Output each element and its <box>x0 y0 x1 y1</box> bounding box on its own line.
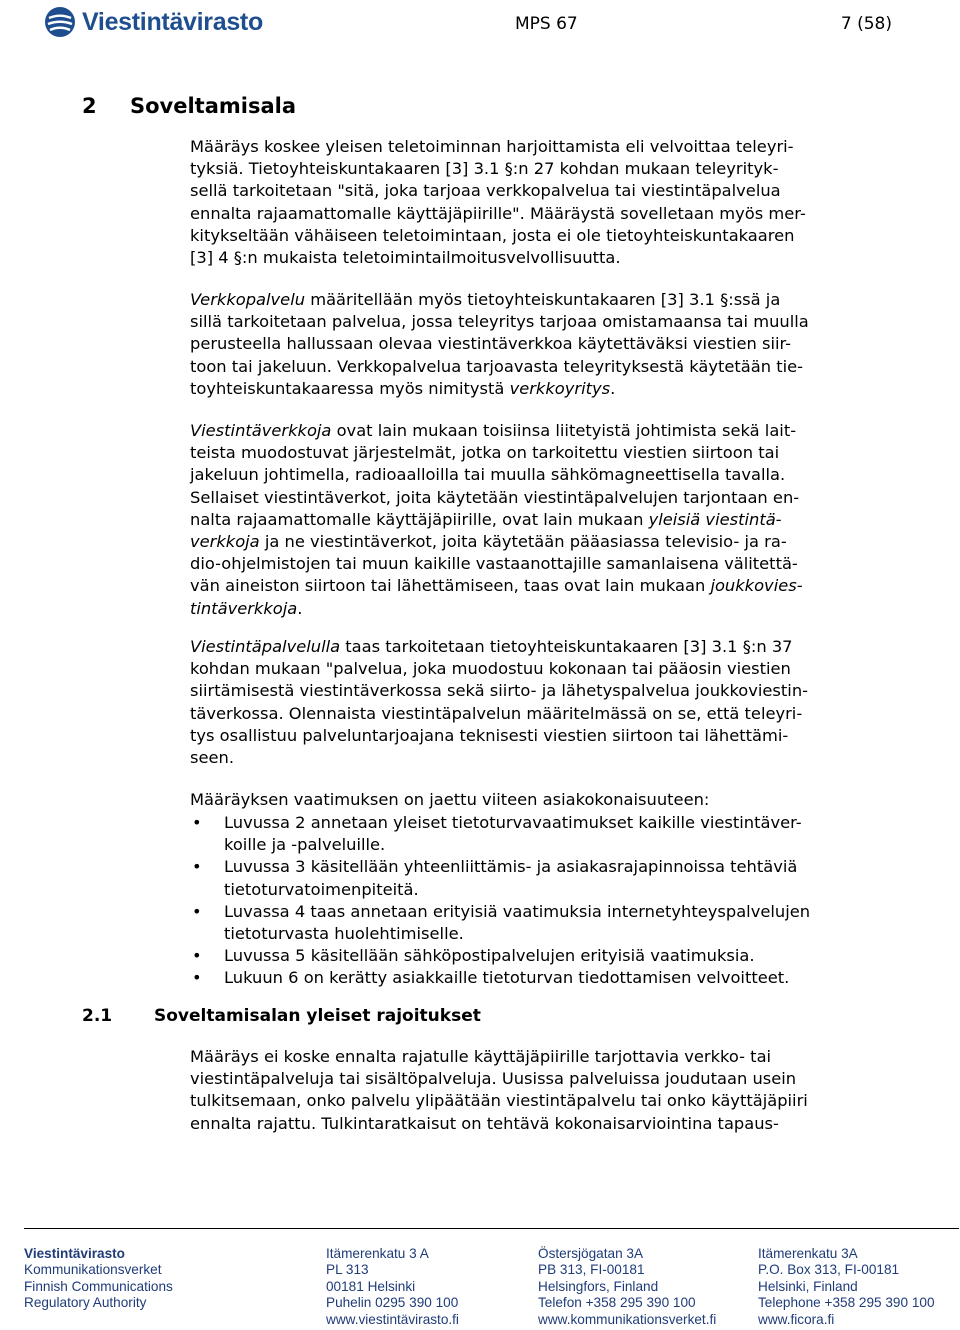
text-line: sellä tarkoitetaan "sitä, joka tarjoaa verkkopalvelua tai viestintäpalvelua <box>190 181 781 201</box>
footer-column-english <box>758 1246 935 1328</box>
text-line <box>190 531 890 553</box>
bullet-icon: • <box>192 813 202 832</box>
text-line: koille ja -palveluille. <box>224 835 386 855</box>
footer-line: Regulatory Authority <box>24 1295 147 1311</box>
text-line: kitykseltään vähäiseen teletoimintaan, josta ei ole tietoyhteiskuntakaaren <box>190 225 795 245</box>
text-line: ennalta rajaamattomalle käyttäjäpiirille". Määräystä sovelletaan myös mer- <box>190 203 806 223</box>
text-line: täverkossa. Olennaista viestintäpalvelun määritelmässä on se, että teleyri- <box>190 703 803 723</box>
text-line: kohdan mukaan "palvelua, joka muodostuu kokonaan tai pääosin viestien <box>190 659 791 679</box>
paragraph-5 <box>190 789 890 811</box>
section-number: 2 <box>82 94 97 118</box>
text-run: nalta rajaamattomalle käyttäjäpiirille, ovat lain mukaan <box>190 509 649 529</box>
text-run: ovat lain mukaan toisiinsa liitetyistä johtimista sekä lait- <box>331 421 797 440</box>
footer-link[interactable]: www.kommunikationsverket.fi <box>538 1311 717 1327</box>
footer-column-swedish <box>538 1246 716 1328</box>
footer-line: P.O. Box 313, FI-00181 <box>758 1262 900 1278</box>
page-number: 7 (58) <box>840 14 892 34</box>
term-emphasis: Viestintäpalvelulla <box>190 637 341 656</box>
text-run: ja ne viestintäverkot, joita käytetään pääasiassa televisio- ja ra- <box>259 532 787 552</box>
text-line: tys osallistuu palveluntarjoajana teknisesti viestien siirtoon tai lähettämi- <box>190 725 789 745</box>
paragraph-3 <box>190 420 890 620</box>
text-line: sillä tarkoitetaan palvelua, jossa teleyritys tarjoaa omistamaansa tai muulla <box>190 312 809 332</box>
footer-line: Östersjögatan 3A <box>538 1246 644 1261</box>
text-line: siirtämisestä viestintäverkossa sekä siirto- ja lähetyspalvelua joukkoviestin- <box>190 681 809 701</box>
text-run: vän aineiston siirtoon tai lähettämiseen, taas ovat lain mukaan <box>190 576 711 596</box>
term-emphasis: tintäverkkoja <box>190 598 298 618</box>
text-line: Määräys koskee yleisen teletoiminnan harjoittamista eli velvoittaa teleyri- <box>190 137 794 156</box>
footer-line: Itämerenkatu 3 A <box>326 1246 429 1261</box>
logo-text: Viestintävirasto <box>82 7 263 36</box>
section-title: Soveltamisala <box>130 94 297 118</box>
paragraph-2 <box>190 289 890 400</box>
text-line: Luvassa 4 taas annetaan erityisiä vaatimuksia internetyhteyspalvelujen <box>224 901 811 921</box>
text-line <box>190 575 890 597</box>
text-line: viestintäpalveluja tai sisältöpalveluja. Uusissa palveluissa joudutaan usein <box>190 1069 797 1089</box>
term-emphasis: verkkoja <box>190 532 260 552</box>
footer-line: Finnish Communications <box>24 1278 173 1294</box>
page-header <box>0 0 960 50</box>
paragraph-4 <box>190 636 890 769</box>
text-line: ennalta rajattu. Tulkintaratkaisut on tehtävä kokonaisarviointina tapaus- <box>190 1113 779 1133</box>
footer-column-finnish <box>326 1246 459 1328</box>
text-line: Lukuun 6 on kerätty asiakkaille tietoturvan tiedottamisen velvoitteet. <box>224 968 790 988</box>
text-run: . <box>297 598 303 618</box>
list-item <box>190 812 890 856</box>
text-line <box>190 509 890 531</box>
bullet-icon: • <box>192 901 202 921</box>
text-line: Luvussa 2 annetaan yleiset tietoturvavaatimukset kaikille viestintäver- <box>224 813 802 832</box>
text-line <box>190 636 890 658</box>
globe-logo-icon <box>44 6 76 38</box>
list-item <box>190 967 890 989</box>
text-run: . <box>610 378 616 398</box>
bullet-icon: • <box>192 946 202 966</box>
text-run: taas tarkoitetaan tietoyhteiskuntakaaren [3] 3.1 §:n 37 <box>340 637 793 656</box>
text-line <box>190 378 890 400</box>
document-id: MPS 67 <box>515 14 578 34</box>
text-line: dio-ohjelmistojen tai muun kaikille vastaanottajille samanlaisena välitettä- <box>190 554 798 574</box>
text-line <box>190 289 890 311</box>
subsection-number: 2.1 <box>82 1006 113 1026</box>
page-footer <box>0 1228 960 1330</box>
agency-logo <box>44 4 284 40</box>
paragraph-6 <box>190 1046 890 1135</box>
text-line: Määräyksen vaatimuksen on jaettu viiteen asiakokonaisuuteen: <box>190 790 710 809</box>
footer-line: PL 313 <box>326 1262 369 1278</box>
subsection-heading <box>82 1006 481 1026</box>
term-emphasis: verkkoyritys <box>509 378 611 398</box>
term-emphasis: Verkkopalvelu <box>190 290 306 309</box>
text-line: teista muodostuvat järjestelmät, jotka on tarkoitettu viestien siirtoon tai <box>190 443 780 463</box>
text-line: tietoturvasta huolehtimiselle. <box>224 924 464 944</box>
term-emphasis: yleisiä viestintä- <box>648 509 782 529</box>
text-line: [3] 4 §:n mukaista teletoimintailmoitusvelvollisuutta. <box>190 248 621 268</box>
footer-link[interactable]: www.viestintävirasto.fi <box>326 1311 459 1327</box>
footer-line: 00181 Helsinki <box>326 1278 416 1294</box>
text-line: toon tai jakeluun. Verkkopalvelua tarjoavasta teleyrityksestä käytetään tie- <box>190 356 804 376</box>
list-item <box>190 945 890 967</box>
text-line: tietoturvatoimenpiteitä. <box>224 879 419 899</box>
term-emphasis: Viestintäverkkoja <box>190 421 332 440</box>
footer-column-agency <box>24 1246 173 1312</box>
text-line: jakeluun johtimella, radioaalloilla tai muulla sähkömagneettisella tavalla. <box>190 465 786 485</box>
paragraph-1 <box>190 136 890 269</box>
list-item <box>190 856 890 900</box>
term-emphasis: joukkovies- <box>710 576 803 596</box>
text-line: tyksiä. Tietoyhteiskuntakaaren [3] 3.1 §:n 27 kohdan mukaan teleyrityk- <box>190 159 779 179</box>
subsection-title: Soveltamisalan yleiset rajoitukset <box>154 1006 481 1026</box>
text-line: Sellaiset viestintäverkot, joita käytetään viestintäpalvelujen tarjontaan en- <box>190 487 800 507</box>
footer-agency-name: Viestintävirasto <box>24 1246 125 1261</box>
text-line: Luvussa 5 käsitellään sähköpostipalvelujen erityisiä vaatimuksia. <box>224 946 755 966</box>
text-line: perusteella hallussaan olevaa viestintäverkkoa käytettäväksi viestien siir- <box>190 334 792 354</box>
footer-line: Telefon +358 295 390 100 <box>538 1295 696 1311</box>
footer-divider <box>24 1228 959 1229</box>
text-line <box>190 598 890 620</box>
text-line: seen. <box>190 748 235 768</box>
footer-line: Itämerenkatu 3A <box>758 1246 858 1261</box>
text-line <box>190 420 890 442</box>
footer-line: Puhelin 0295 390 100 <box>326 1295 459 1311</box>
footer-line: Helsinki, Finland <box>758 1278 858 1294</box>
footer-line: Helsingfors, Finland <box>538 1278 659 1294</box>
text-line: Luvussa 3 käsitellään yhteenliittämis- ja asiakasrajapinnoissa tehtäviä <box>224 857 798 877</box>
list-item <box>190 901 890 945</box>
footer-line: PB 313, FI-00181 <box>538 1262 645 1278</box>
text-line: Määräys ei koske ennalta rajatulle käyttäjäpiirille tarjottavia verkko- tai <box>190 1047 772 1066</box>
footer-line: Telephone +358 295 390 100 <box>758 1295 935 1311</box>
footer-link[interactable]: www.ficora.fi <box>758 1311 835 1327</box>
bullet-icon: • <box>192 857 202 877</box>
text-run: määritellään myös tietoyhteiskuntakaaren [3] 3.1 §:ssä ja <box>305 290 781 309</box>
section-heading <box>82 94 296 118</box>
bullet-icon: • <box>192 968 202 988</box>
text-run: toyhteiskuntakaaressa myös nimitystä <box>190 378 510 398</box>
text-line: tulkitsemaan, onko palvelu ylipäätään viestintäpalvelu tai onko käyttäjäpiiri <box>190 1091 808 1111</box>
chapter-list <box>190 812 890 990</box>
footer-line: Kommunikationsverket <box>24 1262 162 1278</box>
